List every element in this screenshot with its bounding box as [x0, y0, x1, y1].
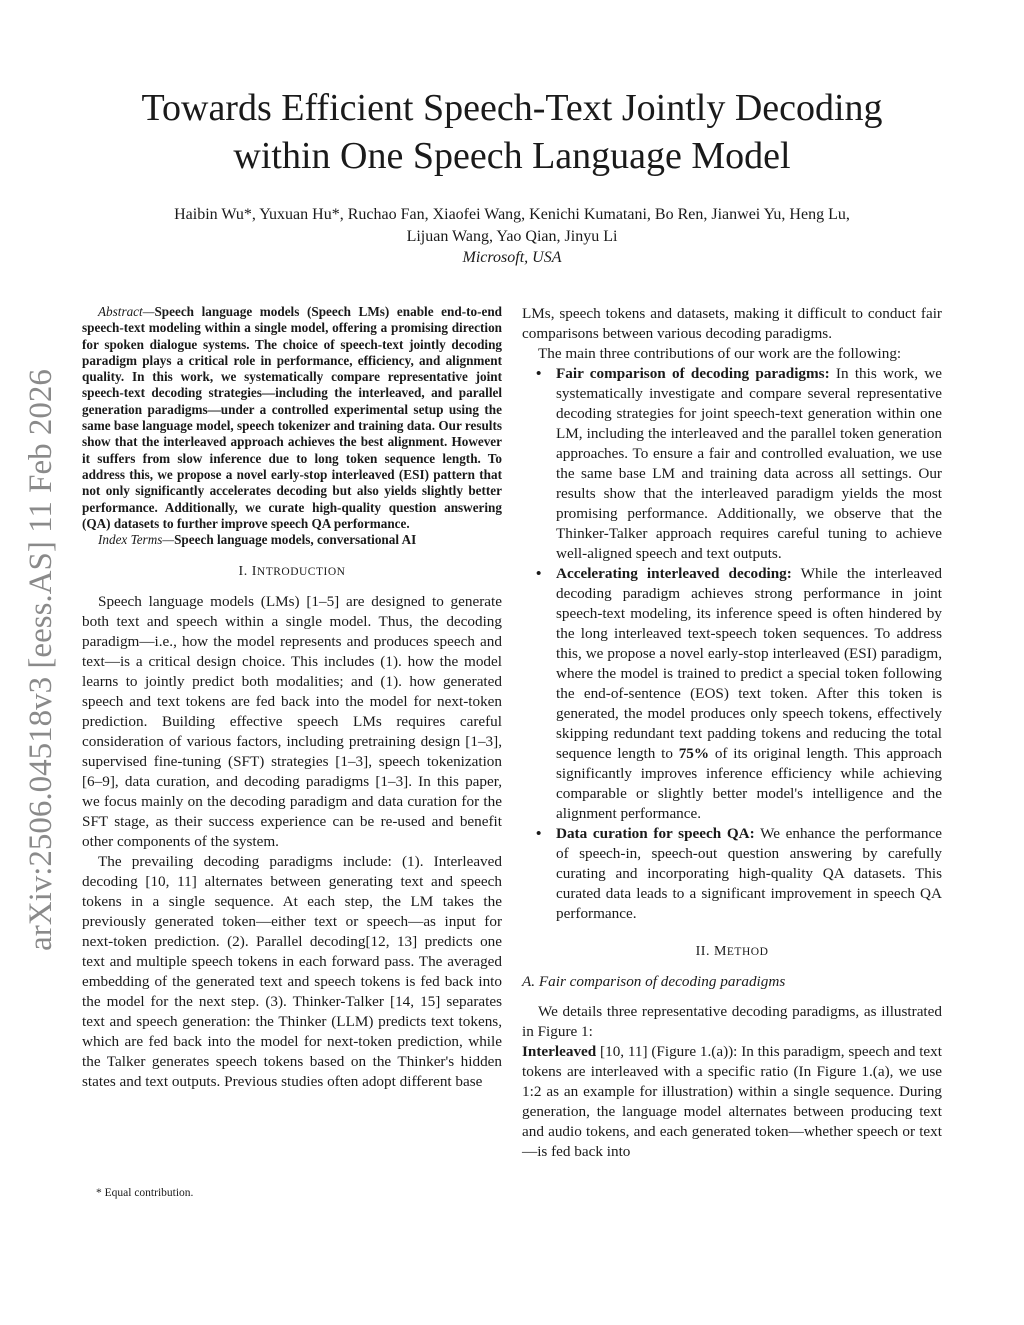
abstract-text: Speech language models (Speech LMs) enable end-to-end speech-text modeling within a single model, offering a promising direction for spoken dialogue systems. The choice of speech-text jointly decoding paradigm plays a critical role in performance, efficiency, and alignment quality. In this work, we systematically compare representative joint speech-text decoding strategies—including the interleaved, and parallel generation paradigms—under a controlled experimental setup using the same base language model, speech tokenizer and training data. Our results show that the interleaved approach achieves the best alignment. However it suffers from slow inference due to long token sequence length. To address this, we propose a novel early-stop interleaved (ESI) pattern that not only significantly accelerates decoding but also yields slightly better performance. Additionally, we curate high-quality question answering (QA) datasets to further improve speech QA performance. [82, 304, 502, 531]
abstract-label: Abstract [98, 304, 143, 319]
method-paragraph-1: We details three representative decoding paradigms, as illustrated in Figure 1: [522, 1003, 942, 1040]
method-paragraph-2: Interleaved [10, 11] (Figure 1.(a)): In this paradigm, speech and text tokens are interleaved with a specific ratio (In Figure 1.(a), we use 1:2 as an example for illustration) within a single sequence. During generation, the language model alternates between producing text and audio tokens, and each generated token—whether speech or text—is fed back into [522, 1043, 942, 1160]
title-line-1: Towards Efficient Speech-Text Jointly Decoding [141, 87, 883, 129]
abstract: Abstract—Speech language models (Speech LMs) enable end-to-end speech-text modeling within a single model, offering a promising direction for spoken dialogue systems. The choice of speech-text jointly decoding paradigm plays a critical role in performance, efficiency, and alignment quality. In this work, we systematically compare representative joint speech-text decoding strategies—including the interleaved, and parallel generation paradigms—under a controlled experimental setup using the same base language model, speech tokenizer and training data. Our results show that the interleaved approach achieves the best alignment. However it suffers from slow inference due to long token sequence length. To address this, we propose a novel early-stop interleaved (ESI) pattern that not only significantly accelerates decoding but also yields slightly better performance. Additionally, we curate high-quality question answering (QA) datasets to further improve speech QA performance. [82, 304, 502, 531]
intro-paragraph-3: LMs, speech tokens and datasets, making it difficult to conduct fair comparisons between various decoding paradigms. [522, 305, 942, 342]
authors-line-1: Haibin Wu*, Yuxuan Hu*, Ruchao Fan, Xiaofei Wang, Kenichi Kumatani, Bo Ren, Jianwei Yu, Heng Lu, [174, 206, 850, 223]
right-column [522, 304, 942, 1162]
bullet-icon: • [536, 565, 542, 582]
authors-line-2: Lijuan Wang, Yao Qian, Jinyu Li [406, 228, 618, 245]
section-heading-introduction: I. INTRODUCTION [238, 564, 346, 580]
author-list [60, 204, 964, 248]
contribution-list [522, 364, 942, 924]
arxiv-identifier: arXiv:2506.04518v3 [eess.AS] 11 Feb 2026 [23, 369, 59, 951]
left-column [82, 304, 502, 1092]
intro-paragraph-2: The prevailing decoding paradigms include: (1). Interleaved decoding [10, 11] alternates between generating text and speech tokens in a single sequence. At each step, the LM takes the previously generated token—either text or speech—as input for next-token prediction. (2). Parallel decoding[12, 13] predicts one text and multiple speech tokens in each forward pass. The averaged embedding of the generated text and speech tokens is fed back into the model for the next step. (3). Thinker-Talker [14, 15] separates text and speech generation: the Thinker (LLM) predicts text tokens, which are fed back into the model for next-token prediction, while the Talker generates speech tokens based on the Thinker's hidden states and text outputs. Previous studies often adopt different base [82, 853, 502, 1091]
bullet-icon: • [536, 365, 542, 382]
intro-paragraph-4: The main three contributions of our work are the following: [538, 345, 902, 362]
index-terms-label: Index Terms [98, 532, 163, 548]
affiliation: Microsoft, USA [462, 249, 562, 266]
list-item: • Data curation for speech QA: We enhance the performance of speech-in, speech-out question answering by carefully curating and incorporating high-quality QA datasets. This curated data leads to a significant improvement in speech QA performance. [536, 825, 942, 922]
bullet-icon: • [536, 825, 542, 842]
footnote: * Equal contribution. [96, 1187, 194, 1199]
index-terms: Index Terms—Speech language models, conversational AI [98, 532, 417, 548]
section-heading-method: II. METHOD [695, 944, 769, 959]
intro-paragraph-1: Speech language models (LMs) [1–5] are designed to generate both text and speech within a single model. Thus, the decoding paradigm—i.e., how the model represents and produces speech and text—is a critical design choice. This includes (1). how the model learns to jointly predict both modalities; and (1). how generated speech and text tokens are fed back into the model for next-token prediction. Building effective speech LMs requires careful consideration of various factors, including pretraining design [1–3], supervised fine-tuning (SFT) strategies [1–3], speech tokenization [6–9], data curation, and decoding paradigms [1–3]. In this paper, we focus mainly on the decoding paradigm and data curation for the SFT stage, as their success experience can be re-used and benefit other components of the system. [82, 593, 502, 851]
index-terms-text: Speech language models, conversational AI [174, 532, 417, 548]
list-item: • Accelerating interleaved decoding: While the interleaved decoding paradigm achieves strong performance in joint speech-text modeling, its inference speed is often hindered by the long interleaved text-speech token sequences. To address this, we propose a novel early-stop interleaved (ESI) paradigm, where the model is trained to predict a special token following the end-of-sentence (EOS) text token. After this token is generated, the model produces only speech tokens, effectively skipping redundant text padding tokens and reducing the total sequence length to 75% of its original length. This approach significantly improves inference efficiency while achieving comparable or slightly better model's intelligence and the alignment performance. [536, 565, 942, 822]
subsection-heading: A. Fair comparison of decoding paradigms [522, 973, 786, 990]
title-line-2: within One Speech Language Model [233, 135, 791, 177]
list-item: • Fair comparison of decoding paradigms: In this work, we systematically investigate and compare several representative decoding strategies for joint speech-text generation within one LM, including the interleaved and the parallel token generation approaches. To ensure a fair and controlled evaluation, we use the same base LM and training data across all settings. Our results show that the interleaved paradigm yields the most promising performance. Additionally, we observe that the Thinker-Talker approach requires careful tuning to achieve well-aligned speech and text outputs. [536, 365, 942, 562]
paper-title [60, 84, 964, 180]
